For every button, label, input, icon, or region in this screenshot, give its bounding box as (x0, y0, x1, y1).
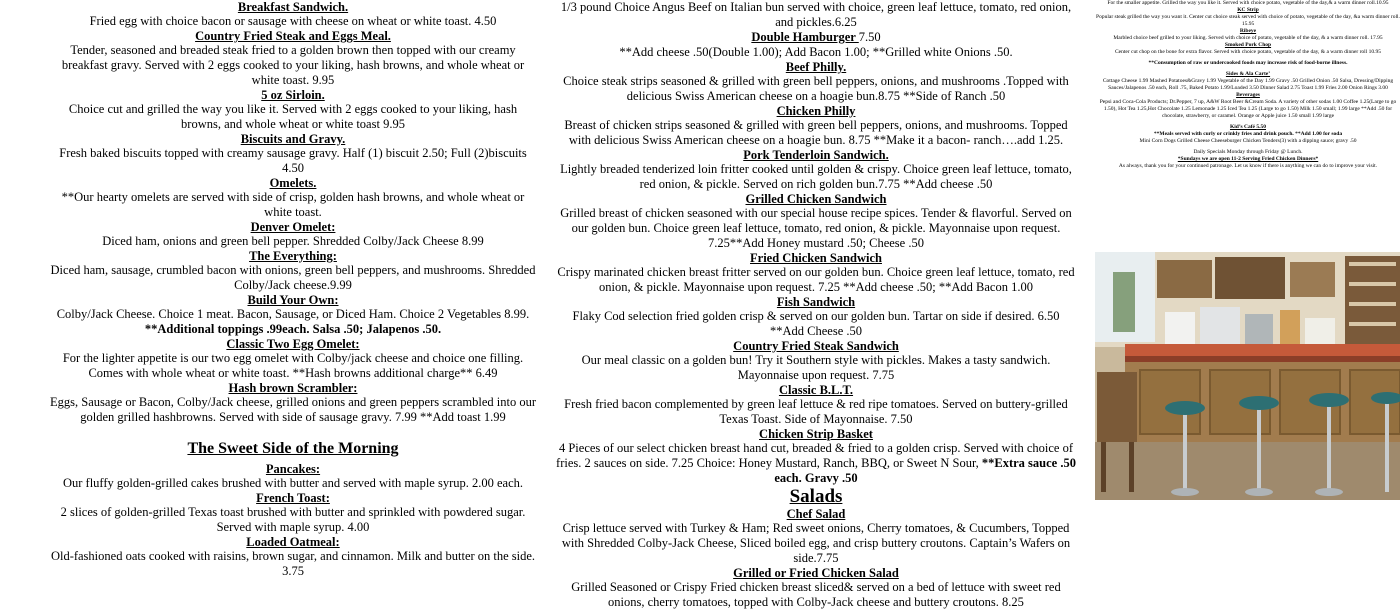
item-heading: Fried Chicken Sandwich (750, 251, 882, 265)
item-description: Breast of chicken strips seasoned & grilled with green bell peppers, onions, and mushrooms. Topped with delicious Swiss American cheese on a hoagie bun. 8.75 **Make it a bacon- ranch….add 1.25. (564, 118, 1068, 147)
item-description: Mini Corn Dogs Grilled Cheese Cheeseburger Chicken Tenders(3) with a dipping sauce; gravy .50 (1139, 138, 1357, 144)
item-heading: French Toast: (256, 491, 330, 505)
item-description: Choice cut and grilled the way you like it. Served with 2 eggs cooked to your liking, hash browns, and whole wheat or white toast 9.95 (68, 102, 518, 131)
item-description (48, 307, 538, 337)
item-description-text: 4 Pieces of our select chicken breast hand cut, breaded & fried to a golden crisp. Served with choice of fries. 2 sauces on side. 7.25 Choice: Honey Mustard, Ranch, BBQ, or Sweet N Sour, (556, 441, 1074, 470)
item-heading: Beverages (1236, 92, 1260, 98)
item-description: Center cut chop on the bone for extra flavor. Served with choice potato, vegetable of the day, & a warm dinner roll 10.95 (1114, 49, 1381, 55)
item-description: Grilled Seasoned or Crispy Fried chicken breast sliced& served on a bed of lettuce with sweet red onions, cherry tomatoes, topped with Colby-Jack cheese and buttery croutons. 8.25 (571, 580, 1061, 609)
item-heading: Denver Omelet: (250, 220, 336, 234)
item-description: 2 slices of golden-grilled Texas toast brushed with butter and sprinkled with powdered sugar. Served with maple syrup. 4.00 (60, 505, 526, 534)
item-heading: *Sundays we are open 11-2 Serving Fried Chicken Dinners* (1177, 156, 1319, 162)
item-description: Flaky Cod selection fried golden crisp & served on our golden bun. Tartar on side if desired. 6.50 **Add Cheese .50 (572, 309, 1060, 338)
item-description: Old-fashioned oats cooked with raisins, brown sugar, and cinnamon. Milk and butter on the side. 3.75 (50, 549, 536, 578)
item-description: Tender, seasoned and breaded steak fried to a golden brown then topped with our creamy breakfast gravy. Served with 2 eggs cooked to your liking, hash browns, and whole wheat or white toast. 9.95 (61, 43, 525, 87)
item-description: **Add cheese .50(Double 1.00); Add Bacon 1.00; **Grilled white Onions .50. (619, 45, 1013, 59)
item-description: Pepsi and Coca-Cola Products; Dr.Pepper, 7 up, A&W Root Beer &Cream Soda. A variety of other sodas 1.00 Coffee 1.25(Large to go 1.50), Hot Tea 1.25,Hot Chocolate 1.25 Lemonade 1.25 Iced Tea 1.25 (Large to go 1.50) Milk 1.50 small; 1.99 large **Add .50 for chocolate, strawberry, or caramel. Orange or Apple juice 1.50 small 1.99 large (1099, 99, 1397, 119)
menu-column-sandwiches-salads (556, 0, 1076, 609)
item-extra-note: **Additional toppings .99each. Salsa .50; Jalapenos .50. (144, 322, 442, 336)
item-heading (556, 30, 1076, 45)
item-description-text: Colby/Jack Cheese. Choice 1 meat. Bacon, Sausage, or Diced Ham. Choice 2 Vegetables 8.99. (56, 307, 530, 321)
item-heading: Hash brown Scrambler: (228, 381, 358, 395)
item-description: Lightly breaded tenderized loin fritter cooked until golden & crispy. Choice green leaf lettuce, tomato, red onion, & pickle. Served on rich golden bun.7.75 **Add cheese .50 (560, 162, 1072, 191)
item-heading: Country Fried Steak and Eggs Meal. (195, 29, 391, 43)
item-heading: Loaded Oatmeal: (246, 535, 340, 549)
item-description: Crisp lettuce served with Turkey & Ham; Red sweet onions, Cherry tomatoes, & Cucumbers, Topped with Shredded Colby-Jack Cheese, Sliced boiled egg, and crisp buttery croutons. Captain’s Wafers on side.7.75 (561, 521, 1071, 565)
item-heading: Country Fried Steak Sandwich (733, 339, 899, 353)
item-description: **Our hearty omelets are served with side of crisp, golden hash browns, and whole wheat or white toast. (61, 190, 525, 219)
item-description: For the lighter appetite is our two egg omelet with Colby/jack cheese and choice one filling. Comes with whole wheat or white toast. **Hash browns additional charge** 6.49 (62, 351, 524, 380)
item-heading: Grilled or Fried Chicken Salad (733, 566, 899, 580)
item-heading: Breakfast Sandwich. (237, 0, 349, 14)
section-heading: The Sweet Side of the Morning (187, 440, 399, 457)
item-description: Diced ham, sausage, crumbled bacon with onions, green bell peppers, and mushrooms. Shredded Colby/Jack cheese.9.99 (50, 263, 536, 292)
item-heading: Build Your Own: (247, 293, 339, 307)
item-description: Our fluffy golden-grilled cakes brushed with butter and served with maple syrup. 2.00 each. (62, 476, 524, 490)
item-heading: Omelets. (269, 176, 317, 190)
item-heading: Kid’s Café 5.50 (1229, 124, 1266, 130)
item-heading: Grilled Chicken Sandwich (745, 192, 887, 206)
section-heading: Salads (789, 486, 843, 507)
item-description: As always, thank you for your continued patronage. Let us know if there is anything we can do to improve your visit. (1118, 163, 1378, 169)
item-description: 1/3 pound Choice Angus Beef on Italian bun served with choice, green leaf lettuce, tomato, red onion, and pickles.6.25 (560, 0, 1072, 29)
item-heading: Chicken Philly (776, 104, 856, 118)
item-description: Popular steak grilled the way you want it. Center cut choice steak served with choice of potato, vegetable of the day, &a warm dinner roll. 15.95 (1096, 14, 1400, 27)
item-heading: Pork Tenderloin Sandwich. (743, 148, 889, 162)
item-description: Fresh baked biscuits topped with creamy sausage gravy. Half (1) biscuit 2.50; Full (2)biscuits 4.50 (59, 146, 527, 175)
item-description: Choice steak strips seasoned & grilled with green bell peppers, onions, and mushrooms .Topped with delicious Swiss American cheese on a hoagie bun.8.75 **Side of Ranch .50 (563, 74, 1069, 103)
item-description: Diced ham, onions and green bell pepper. Shredded Colby/Jack Cheese 8.99 (102, 234, 484, 248)
item-heading: Classic B.L.T. (778, 383, 854, 397)
notice-text: **Meals served with curly or crinkly fries and drink pouch. **Add 1.00 for soda (1153, 131, 1343, 137)
item-heading: Classic Two Egg Omelet: (226, 337, 360, 351)
item-price: 7.50 (858, 30, 881, 44)
item-description: Fresh fried bacon complemented by green leaf lettuce & red ripe tomatoes. Served on buttery-grilled Texas Toast. Side of Mayonnaise. 7.50 (564, 397, 1068, 426)
item-heading-text: Double Hamburger (751, 30, 859, 44)
notice-text: **Consumption of raw or undercooked foods may increase risk of food-borne illness. (1148, 60, 1348, 66)
item-description: Daily Specials Monday through Friday @ Lunch. (1193, 149, 1303, 155)
item-description (556, 441, 1076, 486)
item-description: Eggs, Sausage or Bacon, Colby/Jack cheese, grilled onions and green peppers scrambled into our golden grilled hashbrowns. Served with side of sausage gravy. 7.99 **Add toast 1.99 (50, 395, 536, 424)
item-description: Cottage Cheese 1.99 Mashed Potatoes&Gravy 1.99 Vegetable of the Day 1.99 Gravy .50 Grilled Onion .50 Salsa, Dressing/Dipping Sauces/Jalapenos .50 each, Roll .75, Baked Potato 1.99/Loaded 3.50 Dinner Salad 2.75 Toast 1.99 Fries 2.00 Onion Rings 3.00 (1102, 78, 1394, 91)
item-extra-note: **Extra sauce .50 each. Gravy .50 (774, 456, 1076, 485)
item-heading: Ribeye (1239, 28, 1257, 34)
item-heading: Sides & Ala Carte’ (1225, 71, 1271, 77)
item-heading: Beef Philly. (785, 60, 847, 74)
item-heading: KC Strip (1237, 7, 1259, 13)
item-description: Marbled choice beef grilled to your liking. Served with choice of potato, vegetable of the day, & a warm dinner roll. 17.95 (1113, 35, 1383, 41)
item-description: Our meal classic on a golden bun! Try it Southern style with pickles. Makes a tasty sandwich. Mayonnaise upon request. 7.75 (581, 353, 1051, 382)
item-heading: Biscuits and Gravy. (240, 132, 346, 146)
item-heading: Fish Sandwich (776, 295, 856, 309)
item-heading: 5 oz Sirloin. (261, 88, 325, 102)
item-description: Grilled breast of chicken seasoned with our special house recipe spices. Tender & flavorful. Served on our golden bun. Choice green leaf lettuce, tomato, red onion, & pickle. Mayonnaise upon request. 7.25**Add Honey mustard .50; Cheese .50 (560, 206, 1072, 250)
item-heading: Pancakes: (265, 462, 321, 476)
item-description: Fried egg with choice bacon or sausage with cheese on wheat or white toast. 4.50 (89, 14, 497, 28)
menu-column-breakfast (48, 0, 538, 578)
item-description: For the smaller appetite. Grilled the way you like it. Served with choice potato, vegetable of the day,& a warm dinner roll.10.95 (1107, 0, 1389, 6)
item-description: Crispy marinated chicken breast fritter served on our golden bun. Choice green leaf lettuce, tomato, red onion, & pickle. Mayonnaise upon request. 7.25 **Add cheese .50; **Add Bacon 1.00 (557, 265, 1075, 294)
item-heading: Chicken Strip Basket (759, 427, 873, 441)
item-heading: Chef Salad (786, 507, 846, 521)
item-heading: Smoked Pork Chop (1224, 42, 1272, 48)
restaurant-interior-photo (1095, 252, 1400, 500)
item-heading: The Everything: (249, 249, 337, 263)
